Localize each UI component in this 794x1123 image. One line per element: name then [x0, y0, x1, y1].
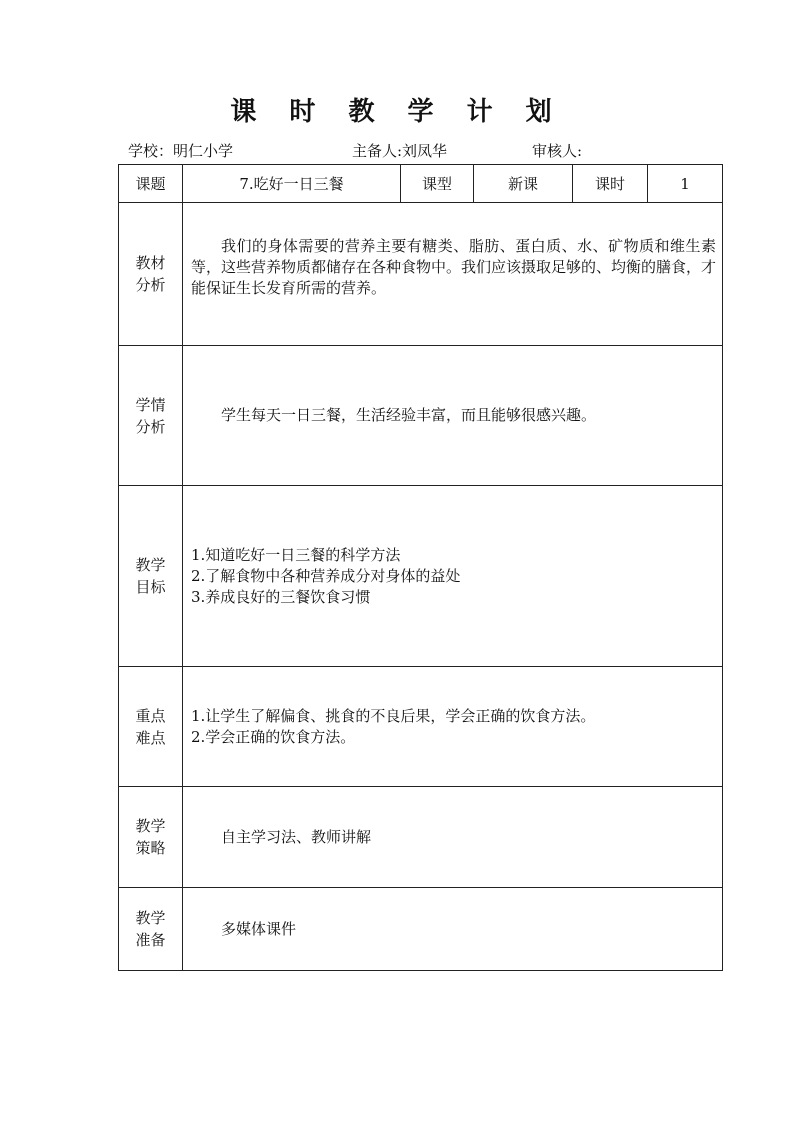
prep-label-line2: 准备: [135, 931, 166, 949]
teaching-preparation-row: [119, 888, 723, 971]
school-info: 学校：明仁小学: [128, 142, 234, 160]
goals-label-line2: 目标: [135, 578, 166, 596]
key-point-item: 1.让学生了解偏食、挑食的不良后果，学会正确的饮食方法。: [191, 706, 596, 725]
key-points-row: [119, 667, 723, 787]
period-label: 课时: [573, 165, 648, 203]
teaching-preparation-content: [183, 888, 723, 971]
lesson-plan-table: [118, 164, 723, 971]
key-point-item: 2.学会正确的饮食方法。: [191, 727, 356, 746]
type-label: 课型: [401, 165, 474, 203]
reviewer-info: 审核人:: [532, 142, 583, 160]
prep-label-line1: 教学: [135, 909, 166, 927]
material-analysis-text: 我们的身体需要的营养主要有糖类、脂肪、蛋白质、水、矿物质和维生素等，这些营养物质都储存在各种食物中。我们应该摄取足够的、均衡的膳食，才能保证生长发育所需的营养。: [191, 236, 717, 297]
material-label-line2: 分析: [135, 276, 166, 294]
teaching-goals-row: [119, 486, 723, 667]
goal-item: 2.了解食物中各种营养成分对身体的益处: [191, 566, 461, 585]
header-row: [119, 165, 723, 203]
page-title: 课 时 教 学 计 划: [230, 97, 564, 127]
strategy-label-line1: 教学: [135, 817, 166, 835]
teaching-strategy-label: [119, 787, 183, 888]
key-points-list: [191, 706, 716, 748]
goal-item: 3.养成良好的三餐饮食习惯: [191, 587, 371, 606]
material-label-line1: 教材: [135, 254, 166, 272]
students-label-line2: 分析: [135, 417, 166, 436]
material-analysis-label: [119, 203, 183, 346]
strategy-label-line2: 策略: [135, 839, 166, 857]
goals-list: [191, 545, 716, 608]
material-analysis-content: [183, 203, 723, 346]
type-value: 新课: [474, 165, 573, 203]
topic-label: 课题: [119, 165, 183, 203]
teaching-goals-content: [183, 486, 723, 667]
teaching-goals-label: [119, 486, 183, 667]
topic-value: 7.吃好一日三餐: [183, 165, 401, 203]
teaching-strategy-content: [183, 787, 723, 888]
material-analysis-row: [119, 203, 723, 346]
student-analysis-label: [119, 346, 183, 486]
teaching-strategy-text: 自主学习法、教师讲解: [221, 827, 372, 846]
teaching-preparation-label: [119, 888, 183, 971]
period-value: 1: [648, 165, 723, 203]
goal-item: 1.知道吃好一日三餐的科学方法: [191, 545, 401, 564]
teaching-preparation-text: 多媒体课件: [221, 919, 297, 938]
student-analysis-content: [183, 346, 723, 486]
key-points-content: [183, 667, 723, 787]
key-points-label: [119, 667, 183, 787]
student-analysis-text: 学生每天一日三餐，生活经验丰富，而且能够很感兴趣。: [221, 406, 597, 424]
key-label-line1: 重点: [135, 706, 166, 725]
goals-label-line1: 教学: [135, 556, 166, 574]
key-label-line2: 难点: [135, 728, 166, 747]
student-analysis-row: [119, 346, 723, 486]
teaching-strategy-row: [119, 787, 723, 888]
students-label-line1: 学情: [135, 395, 166, 414]
author-info: 主备人:刘凤华: [352, 142, 448, 160]
